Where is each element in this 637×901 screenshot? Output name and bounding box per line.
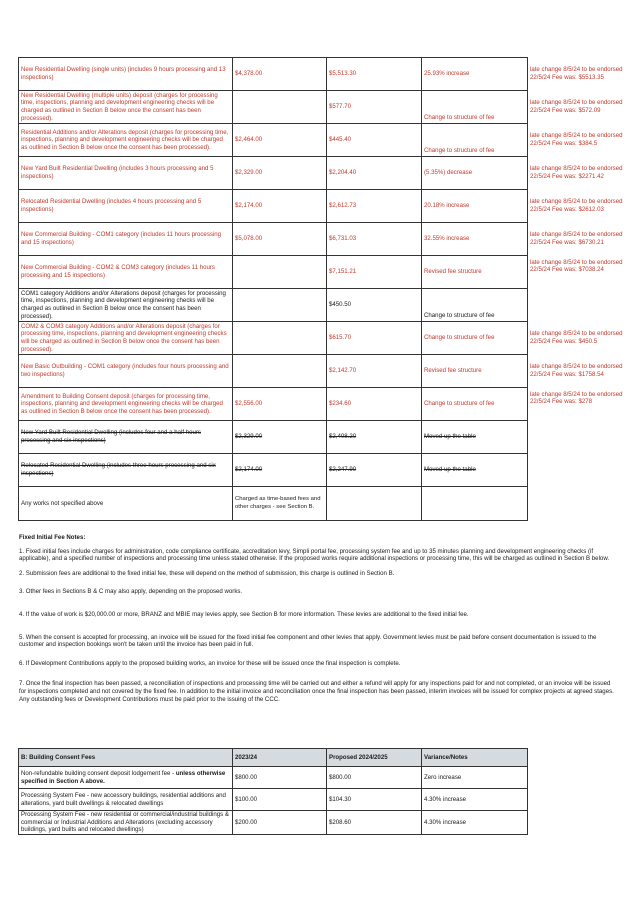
fee-2023-24: $2,174.00 [233, 190, 327, 223]
note-item: 4. If the value of work is $20,000.00 or more, BRANZ and MBIE may levies apply, see Section B for more information. These levies are additional to the fixed initial fee. [19, 610, 469, 618]
fee-proposed: $7,151.21 [327, 256, 422, 289]
notes-title: Fixed Initial Fee Notes: [19, 534, 86, 541]
fee-proposed: $2,247.90 [327, 454, 422, 487]
fee-proposed: $6,731.03 [327, 223, 422, 256]
table-row [19, 223, 629, 256]
fee-variance: Change to structure of fee [422, 322, 528, 355]
fee-2023-24: $2,174.00 [233, 454, 327, 487]
fee-note: late change 8/5/24 to be endorsed 22/5/24 Fee was: $384.5 [530, 132, 623, 147]
note-item: 2. Submission fees are additional to the fixed initial fee, these will depend on the method of submission, this charge is outlined in Section B. [19, 569, 395, 577]
fee-description: Any works not specified above [19, 487, 233, 521]
fee-note [528, 421, 629, 454]
table-row [19, 421, 629, 454]
note-item: 3. Other fees in Sections B & C may also apply, depending on the proposed works. [19, 588, 243, 596]
fee-variance: 4.30% increase [422, 811, 528, 835]
fee-variance: Change to structure of fee [422, 289, 528, 322]
fee-proposed: $450.50 [327, 289, 422, 322]
fee-2023-24: $2,464.00 [233, 124, 327, 157]
table-row [19, 124, 629, 157]
fee-proposed: $445.40 [327, 124, 422, 157]
note-item: 5. When the consent is accepted for processing, an invoice will be issued for the fixed initial fee component and other levies that apply. Government levies must be paid before consent documentation is issued to the customer and inspection bookings won't be taken until the invoice has been paid in full. [19, 633, 597, 649]
fee-variance: 20.18% increase [422, 190, 528, 223]
note-item: 7. Once the final inspection has been passed, a reconciliation of inspections and processing time will be carried out and either a refund will apply for any inspections paid for and not completed, or an invoice will be issued for inspections completed and not covered by the fixed fee. In addition to the initial invoice and reconciliation once the final inspection has been passed, interim invoices will be issued for complex projects at agreed stages. Any outstanding fees or Development Contributions must be paid prior to the issuing of the CCC. [19, 680, 614, 703]
fee-description: Relocated Residential Dwelling (includes three hours processing and six inspections) [19, 454, 233, 487]
table-row [19, 289, 629, 322]
fee-description: Residential Additions and/or Alterations deposit (charges for processing time, inspections, planning and development engineering checks will be charged as outlined in Section B below once the consent has been processed). [19, 124, 233, 157]
fee-note [528, 454, 629, 487]
fee-2023-24: $2,329.00 [233, 421, 327, 454]
fee-description: Processing System Fee - new accessory buildings, residential additions and alterations, yard built dwellings & relocated dwellings [19, 789, 233, 811]
fee-2023-24: $100.00 [233, 789, 327, 811]
note-item: 6. If Development Contributions apply to the proposed building works, an invoice for these will be issued once the final inspection is complete. [19, 659, 401, 667]
fee-note: late change 8/5/24 to be endorsed 22/5/24 Fee was: $6730.21 [530, 231, 623, 246]
fee-2023-24: $200.00 [233, 811, 327, 835]
fee-note: late change 8/5/24 to be endorsed 22/5/24 Fee was: $1758.54 [530, 363, 623, 378]
fee-description: Amendment to Building Consent deposit (charges for processing time, inspections, planning and development engineering checks will be charged as outlined in Section B below once the consent has been processed). [19, 388, 233, 421]
fee-proposed: $615.70 [327, 322, 422, 355]
fee-variance: Revised fee structure [422, 256, 528, 289]
table-row [19, 487, 629, 521]
fee-description: Relocated Residential Dwelling (includes 4 hours processing and 5 inspections) [19, 190, 233, 223]
fee-variance: (5.35%) decrease [422, 157, 528, 190]
section-a-fee-table [18, 57, 629, 521]
fee-proposed: $234.60 [327, 388, 422, 421]
fee-2023-24 [233, 322, 327, 355]
fee-proposed [327, 487, 422, 521]
table-row [19, 256, 629, 289]
fee-proposed: $5,513.30 [327, 58, 422, 91]
table-row [19, 190, 629, 223]
fee-variance: Moved up the table [422, 454, 528, 487]
fee-description [19, 767, 233, 789]
table-row [19, 811, 528, 835]
note-item: 1. Fixed initial fees include charges for administration, code compliance certificate, accreditation levy, Simpli portal fee, processing system fee and up to 35 minutes planning and development engineering checks (if applicable), and a specified number of inspections and processing time unless stated otherwise. If the proposed works require additional inspections or processing time, this will be charged as outlined in Section B below. [19, 547, 610, 563]
fee-note: late change 8/5/24 to be endorsed 22/5/24 Fee was: $2612.03 [530, 198, 623, 213]
fee-proposed: $104.30 [327, 789, 422, 811]
fee-variance: Revised fee structure [422, 355, 528, 388]
table-row [19, 91, 629, 124]
fee-proposed: $208.60 [327, 811, 422, 835]
fee-note: late change 8/5/24 to be endorsed 22/5/24 Fee was: $7038.24 [530, 258, 623, 274]
section-b-fee-table [18, 748, 528, 835]
fee-description: New Basic Outbuilding - COM1 category (includes four hours processing and two inspections) [19, 355, 233, 388]
fee-2023-24: $5,078.00 [233, 223, 327, 256]
fee-2023-24: Charged as time-based fees and other charges - see Section B. [233, 487, 327, 521]
fee-proposed: $2,612.73 [327, 190, 422, 223]
fee-proposed: $2,142.70 [327, 355, 422, 388]
fee-proposed: $2,408.20 [327, 421, 422, 454]
table-row [19, 454, 629, 487]
fee-note: late change 8/5/24 to be endorsed 22/5/24 Fee was: $5513.35 [530, 66, 623, 81]
header-variance: Variance/Notes [422, 749, 528, 767]
fee-description: COM2 & COM3 category Additions and/or Alterations deposit (charges for processing time, inspections, planning and development engineering checks will be charged as outlined in Section B below once the consent has been processed). [19, 322, 233, 355]
fee-variance: Moved up the table [422, 421, 528, 454]
fee-description-text: Non-refundable building consent deposit lodgement fee - [21, 769, 176, 777]
table-row [19, 58, 629, 91]
fee-description: New Residential Dwelling (multiple units) deposit (charges for processing time, inspections, planning and development engineering checks will be charged as outlined in Section B below once the consent has been processed). [19, 91, 233, 124]
fee-note: late change 8/5/24 to be endorsed 22/5/24 Fee was: $572.09 [530, 99, 623, 114]
fee-2023-24: $4,378.00 [233, 58, 327, 91]
fee-description: New Yard Built Residential Dwelling (includes 3 hours processing and 5 inspections) [19, 157, 233, 190]
header-building-consent-fees: B: Building Consent Fees [19, 749, 233, 767]
fee-note [528, 289, 629, 322]
fee-variance: 25.93% increase [422, 58, 528, 91]
fee-variance: 4.30% increase [422, 789, 528, 811]
fee-note: late change 8/5/24 to be endorsed 22/5/24 Fee was: $2271.42 [530, 165, 623, 180]
fee-2023-24 [233, 256, 327, 289]
table-row [19, 789, 528, 811]
fee-variance: Zero increase [422, 767, 528, 789]
fee-description: New Commercial Building - COM2 & COM3 category (includes 11 hours processing and 15 inspections) [19, 256, 233, 289]
fee-variance: Change to structure of fee [422, 91, 528, 124]
header-proposed: Proposed 2024/2025 [327, 749, 422, 767]
fixed-initial-fee-notes [19, 534, 619, 703]
fee-description-emphasis: unless otherwise specified in Section A above. [21, 769, 226, 785]
table-row [19, 322, 629, 355]
fee-2023-24 [233, 355, 327, 388]
table-row [19, 157, 629, 190]
fee-note [528, 487, 629, 521]
fee-2023-24: $2,329.00 [233, 157, 327, 190]
fee-2023-24 [233, 289, 327, 322]
fee-proposed: $2,204.40 [327, 157, 422, 190]
fee-description: New Residential Dwelling (single units) (includes 9 hours processing and 13 inspections) [19, 58, 233, 91]
table-row [19, 355, 629, 388]
fee-note: late change 8/5/24 to be endorsed 22/5/24 Fee was: $278 [530, 390, 623, 406]
fee-description: COM1 category Additions and/or Alterations deposit (charges for processing time, inspections, planning and development engineering checks will be charged as outlined in Section B below once the consent has been processed). [19, 289, 233, 322]
header-2023-24: 2023/24 [233, 749, 327, 767]
fee-note: late change 8/5/24 to be endorsed 22/5/24 Fee was: $450.5 [530, 330, 623, 345]
fee-proposed: $577.70 [327, 91, 422, 124]
fee-variance: Change to structure of fee [422, 388, 528, 421]
fee-2023-24: $2,556.00 [233, 388, 327, 421]
fee-proposed: $800.00 [327, 767, 422, 789]
fee-description: New Commercial Building - COM1 category (includes 11 hours processing and 15 inspections) [19, 223, 233, 256]
fee-description: Processing System Fee - new residential or commercial/industrial buildings & commercial or Industrial Additions and Alterations (excluding accessory buildings, yard builts and relocated dwellings) [19, 811, 233, 835]
table-row [19, 388, 629, 421]
fee-variance [422, 487, 528, 521]
table-row [19, 767, 528, 789]
fee-description: New Yard Built Residential Dwelling (includes four and a half hours processing and six inspections) [19, 421, 233, 454]
fee-2023-24: $800.00 [233, 767, 327, 789]
table-header-row [19, 749, 528, 767]
fee-variance: 32.55% increase [422, 223, 528, 256]
fee-variance: Change to structure of fee [422, 124, 528, 157]
fee-2023-24 [233, 91, 327, 124]
